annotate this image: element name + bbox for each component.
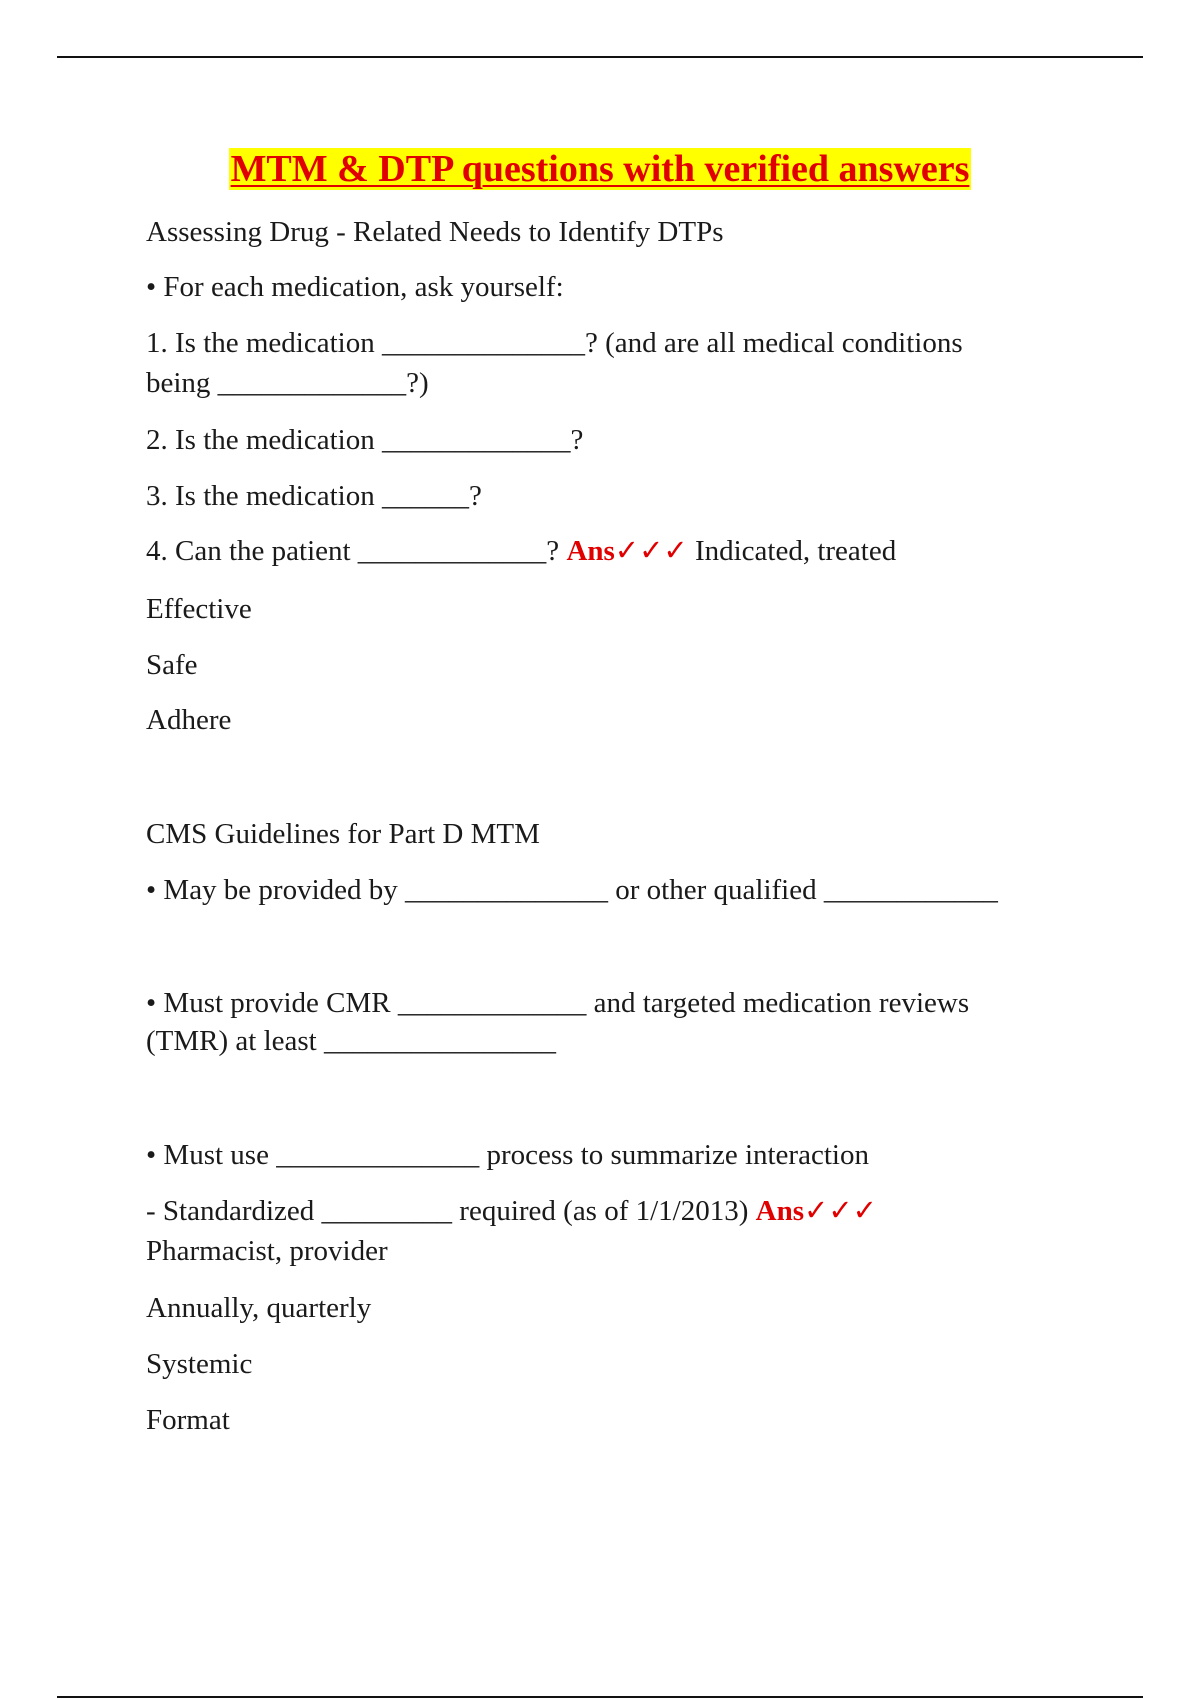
document-title-text: MTM & DTP questions with verified answers [230,148,970,190]
footer-rule [57,1696,1143,1698]
answer-pharmacist-provider: Pharmacist, provider [146,1235,388,1267]
bullet-ask-yourself: • For each medication, ask yourself: [146,271,564,303]
question-3: 3. Is the medication ______? [146,480,482,512]
bullet-must-provide-cmr: • Must provide CMR _____________ and targeted medication reviews [146,987,970,1019]
question-4-text: 4. Can the patient _____________? [146,535,560,567]
answer-format: Format [146,1404,230,1436]
bullet-must-use: • Must use ______________ process to summarize interaction [146,1139,869,1171]
document-title [0,146,1200,192]
bullet-provided-by: • May be provided by ______________ or other qualified ____________ [146,874,998,906]
answer-effective: Effective [146,593,252,625]
question-1-continued: being _____________?) [146,367,429,399]
standardized-line [146,1192,877,1230]
answer-label-2: Ans [755,1195,805,1227]
question-1: 1. Is the medication ______________? (and are all medical conditions [146,327,963,359]
standardized-text: - Standardized _________ required (as of 1/1/2013) [146,1195,749,1227]
header-rule [57,56,1143,58]
answer-safe: Safe [146,649,198,681]
answer-adhere: Adhere [146,704,232,736]
answer-systemic: Systemic [146,1348,253,1380]
question-2: 2. Is the medication _____________? [146,424,584,456]
checkmark-icon-2: ✓✓✓ [804,1195,877,1227]
section-heading-assessing: Assessing Drug - Related Needs to Identify DTPs [146,216,724,248]
bullet-must-provide-cmr-continued: (TMR) at least ________________ [146,1025,556,1057]
answer-label: Ans [566,535,615,567]
section-heading-cms: CMS Guidelines for Part D MTM [146,818,540,850]
checkmark-icon: ✓✓✓ [614,535,688,567]
answer-1-first: Indicated, treated [694,535,897,567]
answer-annually-quarterly: Annually, quarterly [146,1292,372,1324]
question-4 [146,532,896,570]
